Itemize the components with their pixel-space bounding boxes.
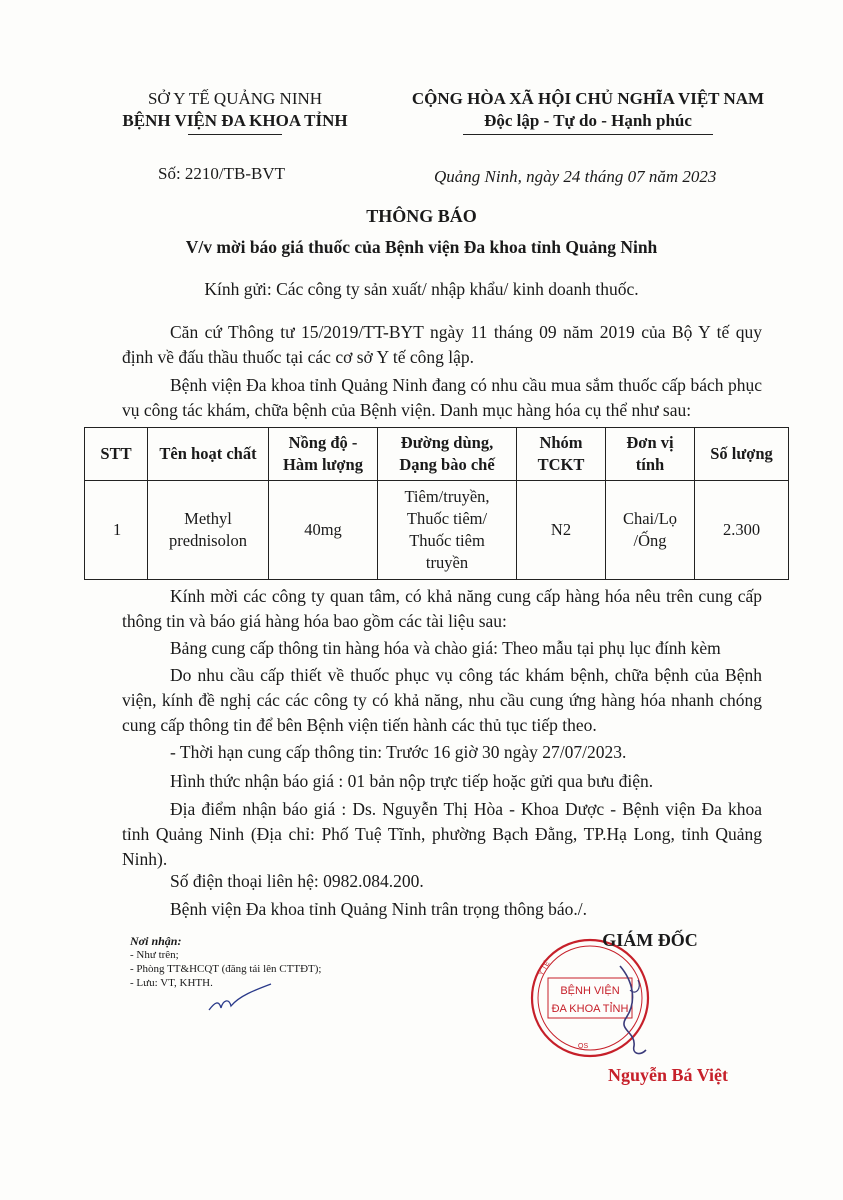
recipients-title: Nơi nhận: — [130, 934, 182, 948]
cell-route-line2: Thuốc tiêm/ — [406, 509, 488, 528]
paragraph-deadline: - Thời hạn cung cấp thông tin: Trước 16 giờ 30 ngày 27/07/2023. — [170, 742, 627, 762]
col-quantity: Số lượng — [695, 428, 789, 481]
col-concentration-line2: Hàm lượng — [282, 455, 363, 474]
col-route-line2: Dạng bào chế — [399, 455, 495, 474]
cell-route-line3: Thuốc tiêm — [409, 531, 485, 550]
paragraph-invitation: Kính mời các công ty quan tâm, có khả năng cung cấp hàng hóa nêu trên cung cấp thông tin và báo giá hàng hóa bao gồm các tài liệu sau: — [122, 586, 762, 631]
col-route — [378, 428, 517, 481]
col-unit-line2: tính — [635, 455, 665, 474]
document-subject: V/v mời báo giá thuốc của Bệnh viện Đa khoa tỉnh Quảng Ninh — [185, 237, 658, 257]
paragraph-closing: Bệnh viện Đa khoa tỉnh Quảng Ninh trân trọng thông báo./. — [170, 899, 588, 919]
cell-name — [148, 481, 269, 580]
col-stt: STT — [85, 428, 148, 481]
cell-route-line1: Tiêm/truyền, — [404, 487, 490, 506]
paragraph-phone: Số điện thoại liên hệ: 0982.084.200. — [170, 871, 424, 891]
col-concentration — [269, 428, 378, 481]
paragraph-urgency: Do nhu cầu cấp thiết về thuốc phục vụ công tác khám bệnh, chữa bệnh của Bệnh viện, kính đề nghị các các công ty có khả năng, nhu cầu cung ứng hàng hóa nhanh chóng cung cấp thông tin để bên Bệnh viện tiến hành các thủ tục tiếp theo. — [122, 665, 762, 735]
department-name: SỞ Y TẾ QUẢNG NINH — [147, 89, 323, 108]
republic-title: CỘNG HÒA XÃ HỘI CHỦ NGHĨA VIỆT NAM — [411, 89, 765, 108]
signatory-name: Nguyễn Bá Việt — [608, 1065, 729, 1085]
col-group-line1: Nhóm — [539, 433, 583, 452]
cell-quantity: 2.300 — [695, 481, 789, 580]
hospital-underline — [188, 134, 282, 135]
col-group-line2: TCKT — [537, 455, 585, 474]
cell-unit — [606, 481, 695, 580]
cell-name-line1: Methyl — [184, 509, 232, 528]
header-left — [95, 88, 375, 132]
seal-line2: ĐA KHOA TỈNH — [551, 1003, 629, 1015]
col-name: Tên hoạt chất — [148, 428, 269, 481]
recipient-item: - Lưu: VT, KHTH. — [130, 977, 213, 989]
col-group — [517, 428, 606, 481]
paragraph-submission: Hình thức nhận báo giá : 01 bản nộp trực tiếp hoặc gửi qua bưu điện. — [170, 771, 654, 791]
cell-unit-line1: Chai/Lọ — [622, 509, 678, 528]
motto-underline — [463, 134, 713, 135]
recipient-item: - Như trên; — [130, 949, 179, 961]
paragraph-legal-basis: Căn cứ Thông tư 15/2019/TT-BYT ngày 11 tháng 09 năm 2019 của Bộ Y tế quy định về đấu thầu thuốc tại các cơ sở Y tế công lập. — [122, 322, 762, 367]
table-header-row — [85, 428, 789, 481]
col-unit-line1: Đơn vị — [626, 433, 674, 452]
paragraph-location: Địa điểm nhận báo giá : Ds. Nguyễn Thị Hòa - Khoa Dược - Bệnh viện Đa khoa tỉnh Quảng Ninh (Địa chỉ: Phố Tuệ Tĩnh, phường Bạch Đằng, TP.Hạ Long, tỉnh Quảng Ninh). — [122, 799, 762, 869]
hospital-name: BỆNH VIỆN ĐA KHOA TỈNH — [122, 111, 348, 130]
drug-list-table — [84, 427, 789, 580]
cell-route-line4: truyền — [425, 553, 469, 572]
col-unit — [606, 428, 695, 481]
motto: Độc lập - Tự do - Hạnh phúc — [484, 111, 692, 130]
addressee: Kính gửi: Các công ty sản xuất/ nhập khẩu/ kinh doanh thuốc. — [204, 279, 639, 299]
svg-text:QS: QS — [578, 1043, 589, 1050]
svg-text:Y TẾ: Y TẾ — [537, 960, 552, 977]
document-title: THÔNG BÁO — [366, 206, 477, 226]
table-row — [85, 481, 789, 580]
signatory-position: GIÁM ĐỐC — [602, 930, 698, 950]
handwritten-signature — [612, 960, 652, 1060]
cell-stt: 1 — [85, 481, 148, 580]
col-concentration-line1: Nồng độ - — [288, 433, 358, 452]
cell-name-line2: prednisolon — [169, 531, 247, 550]
recipient-item: - Phòng TT&HCQT (đăng tải lên CTTĐT); — [130, 963, 322, 975]
header-right — [378, 88, 798, 132]
paragraph-need: Bệnh viện Đa khoa tỉnh Quảng Ninh đang có nhu cầu mua sắm thuốc cấp bách phục vụ công tác khám, chữa bệnh của Bệnh viện. Danh mục hàng hóa cụ thể như sau: — [122, 375, 762, 420]
paragraph-price-sheet: Bảng cung cấp thông tin hàng hóa và chào giá: Theo mẫu tại phụ lục đính kèm — [170, 638, 721, 658]
cell-unit-line2: /Ống — [633, 531, 667, 550]
col-route-line1: Đường dùng, — [400, 433, 494, 452]
place-date: Quảng Ninh, ngày 24 tháng 07 năm 2023 — [434, 167, 717, 186]
document-number: Số: 2210/TB-BVT — [158, 164, 286, 183]
cell-route — [378, 481, 517, 580]
cell-concentration: 40mg — [269, 481, 378, 580]
cell-group: N2 — [517, 481, 606, 580]
seal-line1: BỆNH VIỆN — [560, 985, 620, 997]
initials-mark — [205, 982, 275, 1016]
